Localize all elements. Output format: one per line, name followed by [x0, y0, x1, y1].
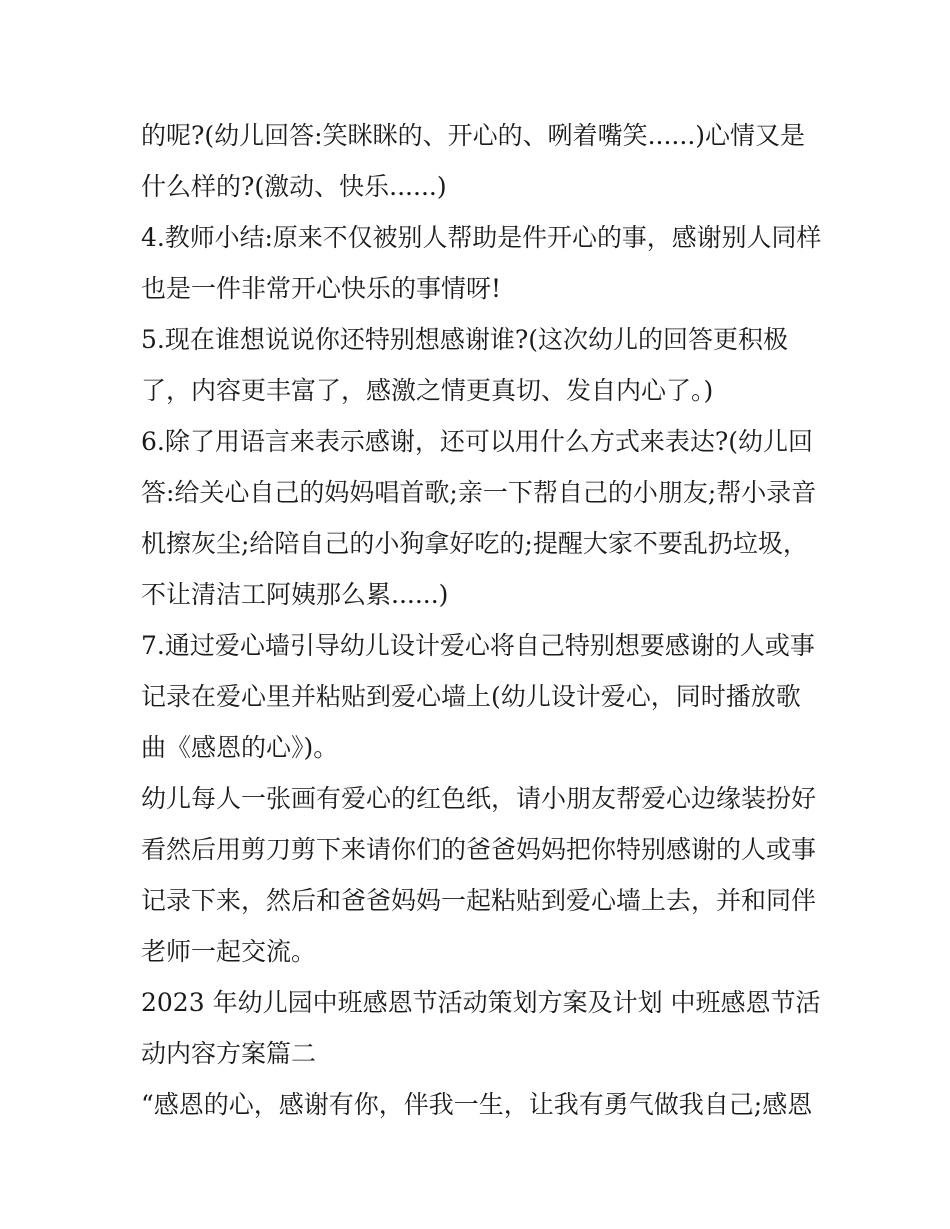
document-body — [141, 110, 821, 1130]
text-line: 答:给关心自己的妈妈唱首歌;亲一下帮自己的小朋友;帮小录音 — [141, 478, 817, 507]
text-line: 记录下来，然后和爸爸妈妈一起粘贴到爱心墙上去，并和同伴 — [141, 886, 817, 915]
text-line: 记录在爱心里并粘贴到爱心墙上(幼儿设计爱心，同时播放歌 — [141, 682, 801, 711]
text-line: 曲《感恩的心》)。 — [141, 733, 339, 762]
text-line: 也是一件非常开心快乐的事情呀! — [141, 274, 502, 303]
text-line: 老师一起交流。 — [141, 937, 317, 966]
text-line: 什么样的?(激动、快乐......) — [141, 172, 447, 201]
text-line: 幼儿每人一张画有爱心的红色纸，请小朋友帮爱心边缘装扮好 — [141, 784, 817, 813]
text-line: 6.除了用语言来表示感谢，还可以用什么方式来表达?(幼儿回 — [141, 427, 814, 456]
text-line: 的呢?(幼儿回答:笑眯眯的、开心的、咧着嘴笑......)心情又是 — [141, 121, 806, 150]
text-line: 4.教师小结:原来不仅被别人帮助是件开心的事，感谢别人同样 — [141, 223, 822, 252]
text-line: 了，内容更丰富了，感激之情更真切、发自内心了。) — [141, 376, 714, 405]
section-heading-line: 2023 年幼儿园中班感恩节活动策划方案及计划 中班感恩节活 — [141, 988, 821, 1017]
text-line: 5.现在谁想说说你还特别想感谢谁?(这次幼儿的回答更积极 — [141, 325, 789, 354]
text-line: “感恩的心，感谢有你，伴我一生，让我有勇气做我自己;感恩 — [141, 1090, 813, 1119]
section-heading-line: 动内容方案篇二 — [141, 1039, 317, 1068]
text-line: 看然后用剪刀剪下来请你们的爸爸妈妈把你特别感谢的人或事 — [141, 835, 817, 864]
text-line: 机擦灰尘;给陪自己的小狗拿好吃的;提醒大家不要乱扔垃圾， — [141, 529, 808, 558]
text-line: 不让清洁工阿姨那么累......) — [141, 580, 449, 609]
text-line: 7.通过爱心墙引导幼儿设计爱心将自己特别想要感谢的人或事 — [141, 631, 815, 660]
